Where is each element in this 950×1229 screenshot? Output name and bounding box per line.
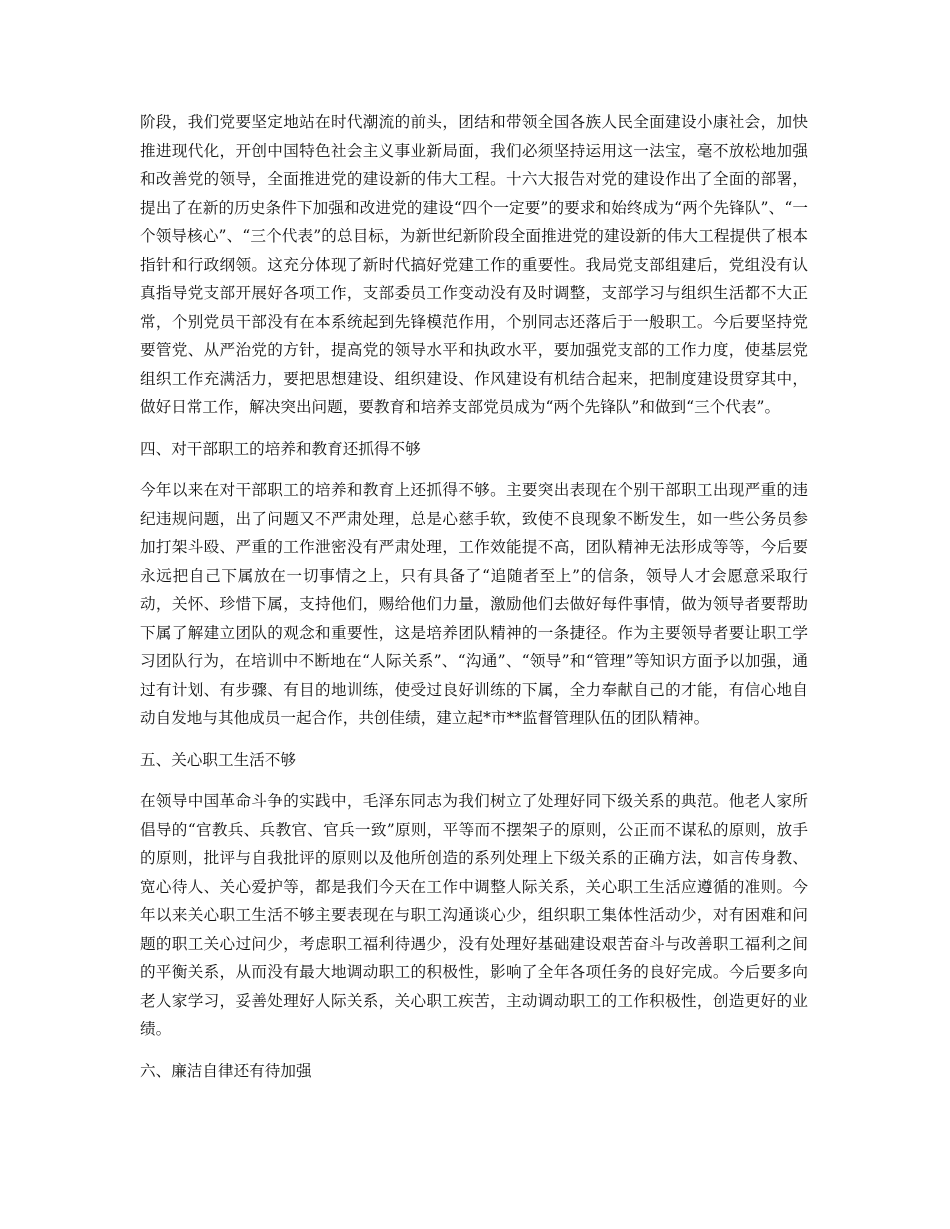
paragraph-staff-training: 今年以来在对干部职工的培养和教育上还抓得不够。主要突出表现在个别干部职工出现严重的违纪违规问题，出了问题又不严肃处理，总是心慈手软，致使不良现象不断发生，如一些公务员参加打架斗殴、严重的工作泄密没有严肃处理，工作效能提不高，团队精神无法形成等等，今后要永远把自己下属放在一切事情之上，只有具备了“追随者至上”的信条，领导人才会愿意采取行动，关怀、珍惜下属，支持他们，赐给他们力量，激励他们去做好每件事情，做为领导者要帮助下属了解建立团队的观念和重要性，这是培养团队精神的一条捷径。作为主要领导者要让职工学习团队行为，在培训中不断地在“人际关系”、“沟通”、“领导”和“管理”等知识方面予以加强，通过有计划、有步骤、有目的地训练，使受过良好训练的下属，全力奉献自己的才能，有信心地自动自发地与其他成员一起合作，共创佳绩，建立起*市**监督管理队伍的团队精神。 [140, 481, 808, 727]
section-heading-5: 五、关心职工生活不够 [140, 750, 296, 769]
document-page [140, 108, 808, 1098]
section-heading-6: 六、廉洁自律还有待加强 [140, 1061, 312, 1080]
paragraph-party-building: 阶段，我们党要坚定地站在时代潮流的前头，团结和带领全国各族人民全面建设小康社会，加快推进现代化，开创中国特色社会主义事业新局面，我们必须坚持运用这一法宝，毫不放松地加强和改善党的领导，全面推进党的建设新的伟大工程。十六大报告对党的建设作出了全面的部署，提出了在新的历史条件下加强和改进党的建设“四个一定要”的要求和始终成为“两个先锋队”、“一个领导核心”、“三个代表”的总目标，为新世纪新阶段全面推进党的建设新的伟大工程提供了根本指针和行政纲领。这充分体现了新时代搞好党建工作的重要性。我局党支部组建后，党组没有认真指导党支部开展好各项工作，支部委员工作变动没有及时调整，支部学习与组织生活都不大正常，个别党员干部没有在本系统起到先锋模范作用，个别同志还落后于一般职工。今后要坚持党要管党、从严治党的方针，提高党的领导水平和执政水平，要加强党支部的工作力度，使基层党组织工作充满活力，要把思想建设、组织建设、作风建设有机结合起来，把制度建设贯穿其中，做好日常工作，解决突出问题，要教育和培养支部党员成为“两个先锋队”和做到“三个代表”。 [140, 113, 808, 416]
section-heading-4: 四、对干部职工的培养和教育还抓得不够 [140, 439, 421, 458]
paragraph-staff-welfare: 在领导中国革命斗争的实践中，毛泽东同志为我们树立了处理好同下级关系的典范。他老人家所倡导的“官教兵、兵教官、官兵一致”原则，平等而不摆架子的原则，公正而不谋私的原则，放手的原则，批评与自我批评的原则以及他所创造的系列处理上下级关系的正确方法，如言传身教、宽心待人、关心爱护等，都是我们今天在工作中调整人际关系，关心职工生活应遵循的准则。今年以来关心职工生活不够主要表现在与职工沟通谈心少，组织职工集体性活动少，对有困难和问题的职工关心过问少，考虑职工福利待遇少，没有处理好基础建设艰苦奋斗与改善职工福利之间的平衡关系，从而没有最大地调动职工的积极性，影响了全年各项任务的良好完成。今后要多向老人家学习，妥善处理好人际关系，关心职工疾苦，主动调动职工的工作积极性，创造更好的业绩。 [140, 792, 808, 1038]
